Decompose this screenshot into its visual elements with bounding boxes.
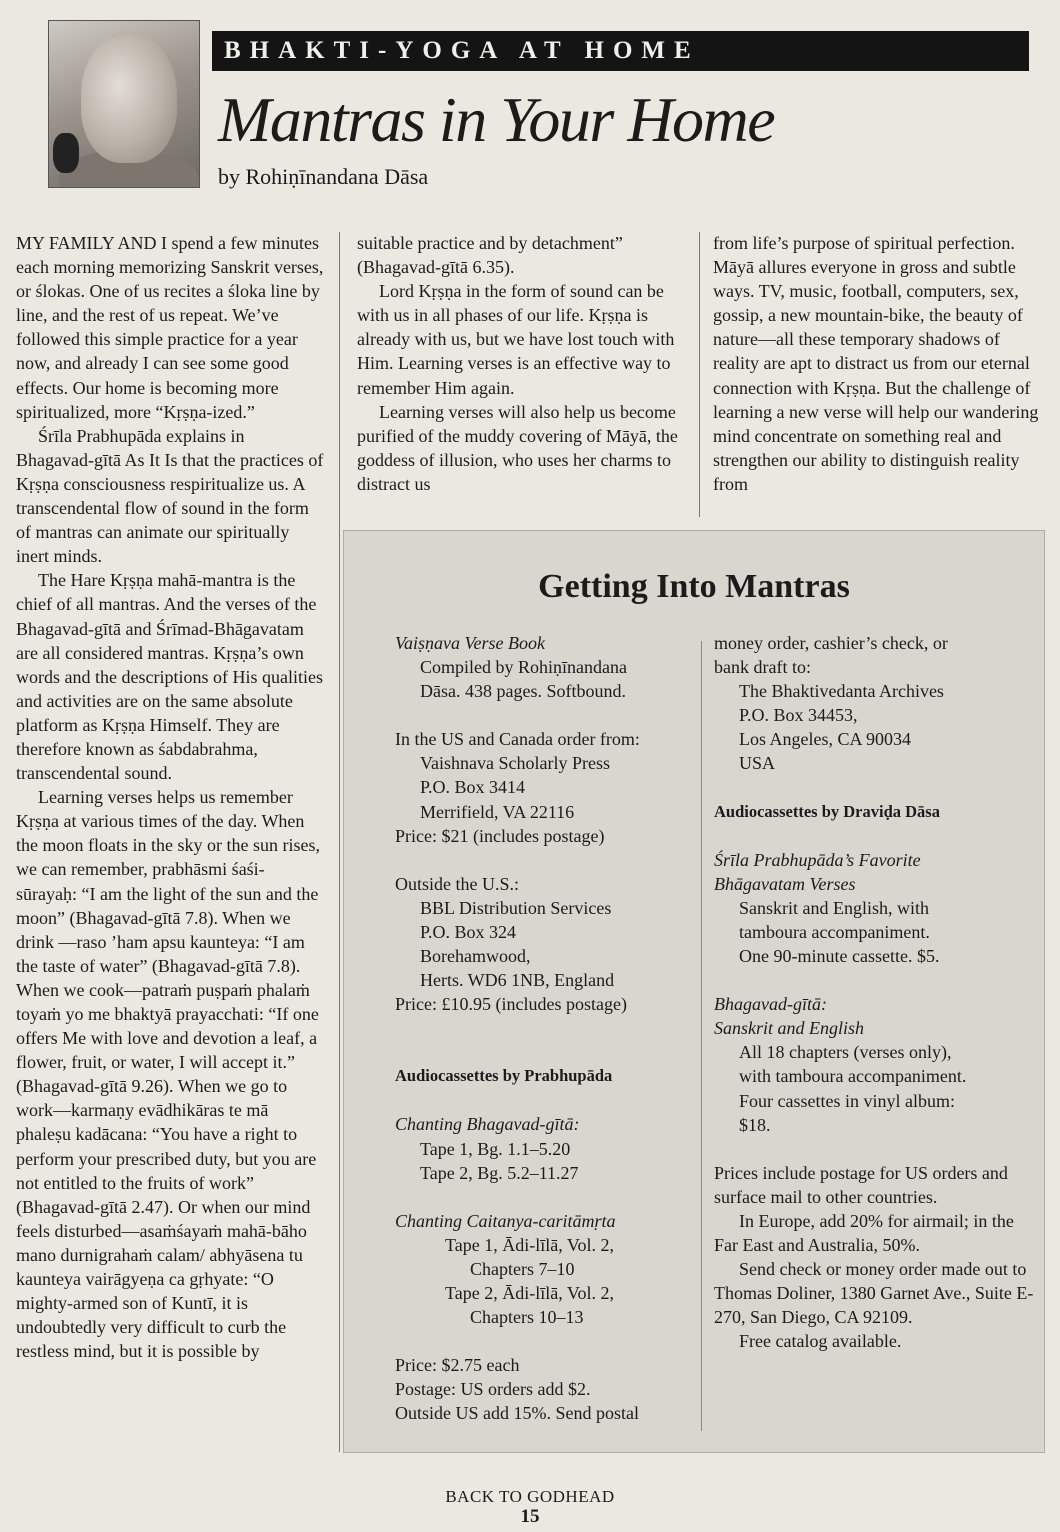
address-line: Borehamwood, (420, 946, 531, 967)
tape-line: Chapters 7–10 (470, 1258, 575, 1279)
tape-line: Chapters 10–13 (470, 1307, 584, 1328)
article-byline: by Rohiṇīnandana Dāsa (218, 164, 429, 189)
catalog-note: Free catalog available. (739, 1331, 902, 1352)
chanting-cc-entry (395, 1209, 695, 1329)
audio-prabhupada-heading-block (395, 1064, 695, 1088)
europe-note: In Europe, add 20% for airmail; in the Far East and Australia, 50%. (714, 1210, 1014, 1255)
price-line: Price: £10.95 (includes postage) (395, 994, 627, 1015)
tape-desc-line: tamboura accompaniment. (739, 921, 930, 942)
tape-line: Tape 2, Bg. 5.2–11.27 (420, 1162, 579, 1183)
price-line: Price: $21 (includes postage) (395, 825, 605, 846)
favorite-verses-entry (714, 848, 1034, 968)
article-column-1 (16, 231, 324, 1363)
us-order-intro: In the US and Canada order from: (395, 729, 640, 750)
paragraph: Śrīla Prabhupāda explains in Bhagavad-gītā As It Is that the practices of Kṛṣṇa consciousness respiritualize us. A transcendental flow of sound in the form of mantras can animate our spiritually inert minds. (16, 425, 324, 567)
article-title: Mantras in Your Home (218, 84, 775, 155)
chanting-bg-entry (395, 1112, 695, 1184)
send-note: Send check or money order made out to Thomas Doliner, 1380 Garnet Ave., Suite E-270, San Diego, CA 92109. (714, 1259, 1034, 1328)
paragraph: MY FAMILY AND I spend a few minutes each morning memorizing Sanskrit verses, or ślokas. One of us recites a śloka line by line, and the rest of us repeat. We’ve followed this simple practice for a year now, and already I can see some good effects. Our home is becoming more spiritualized, more “Kṛṣṇa-ized.” (16, 233, 324, 422)
tape-line: Tape 2, Ādi-līlā, Vol. 2, (445, 1282, 615, 1303)
price-line: Outside US add 15%. Send postal (395, 1403, 639, 1424)
magazine-name: BACK TO GODHEAD (445, 1487, 615, 1506)
tape-desc-line: One 90-minute cassette. $5. (739, 946, 940, 967)
tape-desc-line: Sanskrit and English, with (739, 897, 929, 918)
column-rule-1 (339, 232, 340, 1452)
sidebar-box (343, 530, 1045, 1453)
tape-desc-line: All 18 chapters (verses only), (739, 1042, 952, 1063)
sidebar-column-2 (714, 631, 1034, 1353)
address-line: P.O. Box 34453, (739, 705, 858, 726)
payment-line: money order, cashier’s check, or (714, 633, 948, 653)
page-footer (0, 1487, 1060, 1527)
address-line: The Bhaktivedanta Archives (739, 681, 944, 702)
book-desc-line: Compiled by Rohiṇīnandana (420, 657, 627, 678)
tape-desc-line: with tamboura accompaniment. (739, 1066, 967, 1087)
address-line: Herts. WD6 1NB, England (420, 970, 615, 991)
author-face (81, 35, 177, 163)
address-line: Los Angeles, CA 90034 (739, 729, 912, 750)
audio-dravida-heading-block (714, 800, 1034, 824)
book-title: Vaiṣṇava Verse Book (395, 633, 545, 653)
paragraph: Learning verses helps us remember Kṛṣṇa at various times of the day. When the moon floats in the sky or the sun rises, we can remember, prabhāsmi śaśi-sūrayaḥ: “I am the light of the sun and the moon” (Bhagavad-gītā 7.8). When we drink —raso ’ham apsu kaunteya: “I am the taste of water” (Bhagavad-gītā 7.8). When we cook—patraṁ puṣpaṁ phalaṁ toyaṁ yo me bhaktyā prayacchati: “If one offers Me with love and devotion a leaf, a flower, fruit, or water, I will accept it.” (Bhagavad-gītā 9.26). When we go to work—karmaṇy evādhikāras te mā phaleṣu kadācana: “You have a right to perform your prescribed duty, but you are not entitled to the fruits of work” (Bhagavad-gītā 2.47). Or when our mind feels disturbed—asaṁśayaṁ mahā-bāho mano durnigrahaṁ calam/ abhyāsena tu kaunteya vairāgyeṇa ca gṛhyate: “O mighty-armed son of Kuntī, it is undoubtedly very difficult to curb the restless mind, but it is possible by (16, 787, 320, 1362)
us-order-block (395, 727, 695, 847)
price-line: Price: $2.75 each (395, 1355, 520, 1376)
section-banner: BHAKTI-YOGA AT HOME (212, 31, 1029, 71)
paragraph: The Hare Kṛṣṇa mahā-mantra is the chief of all mantras. And the verses of the Bhagavad-gītā and Śrīmad-Bhāgavatam are all considered mantras. Kṛṣṇa’s own words and the descriptions of His qualities and activities are on the same absolute platform as Kṛṣṇa Himself. They are therefore known as śabdabrahma, transcendental sound. (16, 570, 323, 784)
tape-set-title: Sanskrit and English (714, 1018, 865, 1039)
sidebar-column-rule (701, 641, 702, 1431)
sidebar-column-1 (395, 631, 695, 1425)
tape-set-title: Śrīla Prabhupāda’s Favorite (714, 849, 921, 870)
sidebar-title: Getting Into Mantras (538, 568, 850, 605)
ordering-notes (714, 1161, 1034, 1354)
tape-desc-line: $18. (739, 1114, 771, 1135)
tape-desc-line: Four cassettes in vinyl album: (739, 1090, 955, 1111)
book-entry (395, 631, 695, 703)
page-number: 15 (520, 1506, 540, 1527)
outside-order-block (395, 872, 695, 1017)
paragraph: from life’s purpose of spiritual perfection. Māyā allures everyone in gross and subtle ways. TV, music, football, computers, sex, gossip, a new mountain-bike, the beauty of nature—all these temporary shadows of reality are apt to distract us from our eternal connection with Kṛṣṇa. But the challenge of learning a new verse will help our wandering mind concentrate on something real and strengthen our ability to distinguish reality from (713, 233, 1039, 494)
author-photo (48, 20, 200, 188)
archives-address-block (714, 679, 1034, 775)
address-line: BBL Distribution Services (420, 897, 612, 918)
address-line: P.O. Box 3414 (420, 777, 526, 798)
paragraph: suitable practice and by detachment” (Bhagavad-gītā 6.35). (357, 233, 623, 278)
paragraph: Lord Kṛṣṇa in the form of sound can be with us in all phases of our life. Kṛṣṇa is already with us, but we have lost touch with Him. Learning verses is an effective way to remember Him again. (357, 281, 675, 398)
tape-set-title: Bhagavad-gītā: (714, 994, 827, 1015)
tape-line: Tape 1, Ādi-līlā, Vol. 2, (445, 1234, 615, 1255)
audio-price-block (395, 1353, 695, 1425)
prices-note: Prices include postage for US orders and surface mail to other countries. (714, 1162, 1008, 1207)
payment-line: bank draft to: (714, 657, 811, 678)
address-line: Vaishnava Scholarly Press (420, 753, 610, 774)
article-column-2 (357, 231, 687, 496)
tape-set-title: Chanting Caitanya-caritāmṛta (395, 1210, 616, 1231)
tape-line: Tape 1, Bg. 1.1–5.20 (420, 1138, 571, 1159)
book-desc-line: Dāsa. 438 pages. Softbound. (420, 681, 626, 702)
address-line: P.O. Box 324 (420, 921, 517, 942)
microphone (53, 133, 79, 173)
article-column-3 (713, 231, 1043, 496)
paragraph: Learning verses will also help us become purified of the muddy covering of Māyā, the goddess of illusion, who uses her charms to distract us (357, 401, 678, 494)
outside-order-intro: Outside the U.S.: (395, 873, 519, 894)
price-line: Postage: US orders add $2. (395, 1379, 591, 1400)
address-line: USA (739, 753, 776, 774)
audio-heading: Audiocassettes by Prabhupāda (395, 1066, 613, 1086)
tape-set-title: Bhāgavatam Verses (714, 873, 856, 894)
tape-set-title: Chanting Bhagavad-gītā: (395, 1114, 580, 1135)
bhagavad-gita-entry (714, 992, 1034, 1137)
column-rule-2 (699, 232, 700, 517)
audio-heading: Audiocassettes by Draviḍa Dāsa (714, 801, 940, 821)
address-line: Merrifield, VA 22116 (420, 801, 575, 822)
payment-note (714, 631, 1034, 679)
